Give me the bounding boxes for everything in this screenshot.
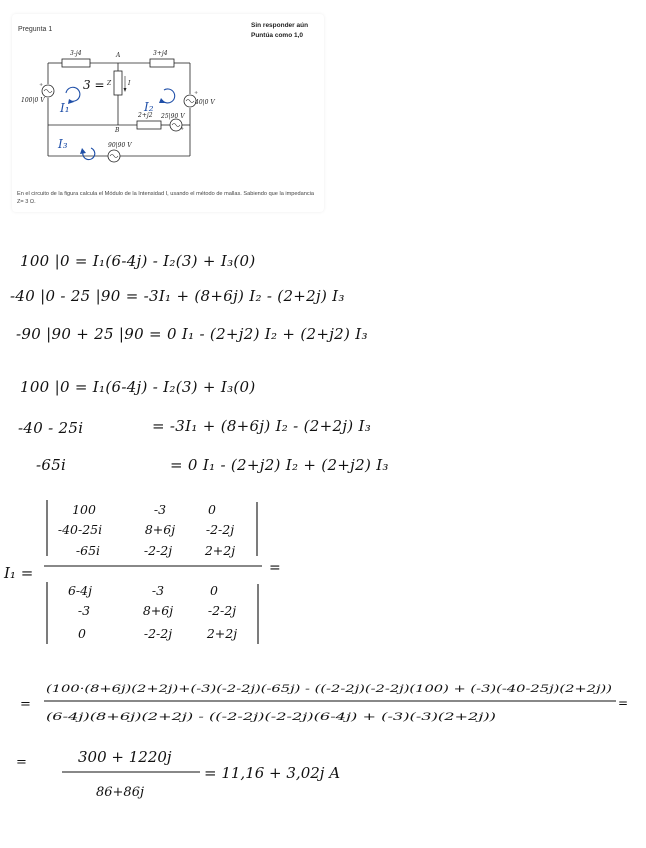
circuit-diagram [12,14,324,184]
expanded-denominator: (6-4j)(8+6j)(2+2j) - ((-2-2j)(-2-2j)(6-4j) + (-3)(-3)(2+2j)) [46,712,330,723]
det-bottom-r2-c2: 8+6j [142,603,174,618]
det-top-r2-c3: -2-2j [205,522,235,537]
score-label: Puntúa como 1,0 [251,32,304,39]
question-text: En el circuito de la figura calcula el Módulo de la Intensidad I, usando el método de mallas. Sabiendo que la impedancia Z= 3 Ω. [17,191,314,205]
mesh-current-3: I₃ [58,137,68,151]
mesh-equation-6-rhs: = 0 I₁ - (2+j2) I₂ + (2+j2) I₃ [170,456,389,474]
mesh-equation-5-lhs: -40 - 25i [18,419,84,437]
final-numerator: 300 + 1220j [78,748,172,766]
det-top-r2-c1: -40-25i [57,522,103,537]
label-source-left: 100|0 V [21,97,45,104]
impedance-right [150,59,174,67]
svg-text:+: + [194,90,199,96]
label-source-bottom: 90|90 V [108,142,132,149]
expanded-numerator: (100·(8+6j)(2+2j)+(-3)(-2-2j)(-65j) - ((-2-2j)(-2-2j)(100) + (-3)(-40-25j)(2+2j)) [46,684,440,695]
det-bottom-r3-c2: -2-2j [143,626,173,641]
final-value: = 11,16 + 3,02j A [204,764,341,782]
label-node-a: A [116,52,121,59]
det-top-r3-c2: -2-2j [143,543,173,558]
mesh-equation-5-rhs: = -3I₁ + (8+6j) I₂ - (2+2j) I₃ [152,417,372,435]
det-bottom-r3-c1: 0 [78,626,86,641]
mesh-current-2: I₂ [144,100,154,114]
label-source-mid: 25|90 V [161,113,185,120]
annotation-z-value: 3 = [83,78,105,92]
det-top-r1-c1: 100 [72,502,96,517]
svg-text:+: + [180,126,185,132]
det-top-r2-c2: 8+6j [144,522,176,537]
cramer-determinant [0,492,300,652]
det-bottom-r1-c3: 0 [210,583,218,598]
impedance-left [62,59,90,67]
i1-label: I₁ = [4,564,34,582]
final-result [0,740,420,810]
mesh-current-1: I₁ [60,101,70,115]
label-node-b: B [115,127,120,134]
svg-text:+: + [39,82,44,88]
det-bottom-r3-c3: 2+2j [206,626,238,641]
label-z-right: 3+j4 [153,50,168,57]
label-z-lower: 2+j2 [138,112,153,119]
det-bottom-r2-c3: -2-2j [207,603,237,618]
mesh-equation-3: -90 |90 + 25 |90 = 0 I₁ - (2+j2) I₂ + (2+j2) I₃ [16,325,368,343]
expanded-fraction [0,670,646,730]
det-top-r3-c3: 2+2j [204,543,236,558]
mesh-equation-6-lhs: -65i [36,456,67,474]
determinant-equals: = [269,560,281,576]
mesh-equation-4: 100 |0 = I₁(6-4j) - I₂(3) + I₃(0) [20,378,256,396]
mesh-equation-2: -40 |0 - 25 |90 = -3I₁ + (8+6j) I₂ - (2+2j) I₃ [10,287,345,305]
label-z-center: Z [107,80,112,87]
det-bottom-r1-c1: 6-4j [67,583,93,598]
det-top-r3-c1: -65i [75,543,101,558]
label-current: I [128,80,131,87]
impedance-center [114,71,122,95]
question-card [12,14,324,212]
det-top-r1-c3: 0 [208,502,216,517]
label-z-left: 3-j4 [70,50,82,57]
mesh-equation-1: 100 |0 = I₁(6-4j) - I₂(3) + I₃(0) [20,252,256,270]
final-lead-equals: = [16,755,27,770]
final-denominator: 86+86j [96,785,145,800]
expanded-lead-equals: = [20,697,31,712]
label-source-right: 40|0 V [195,99,215,106]
det-bottom-r2-c1: -3 [77,603,91,618]
det-top-r1-c2: -3 [153,502,167,517]
expanded-trailing-equals: = [618,696,629,710]
answer-status: Sin responder aún [251,22,309,29]
question-title: Pregunta 1 [18,26,53,33]
det-bottom-r1-c2: -3 [151,583,165,598]
impedance-lower [137,121,161,129]
